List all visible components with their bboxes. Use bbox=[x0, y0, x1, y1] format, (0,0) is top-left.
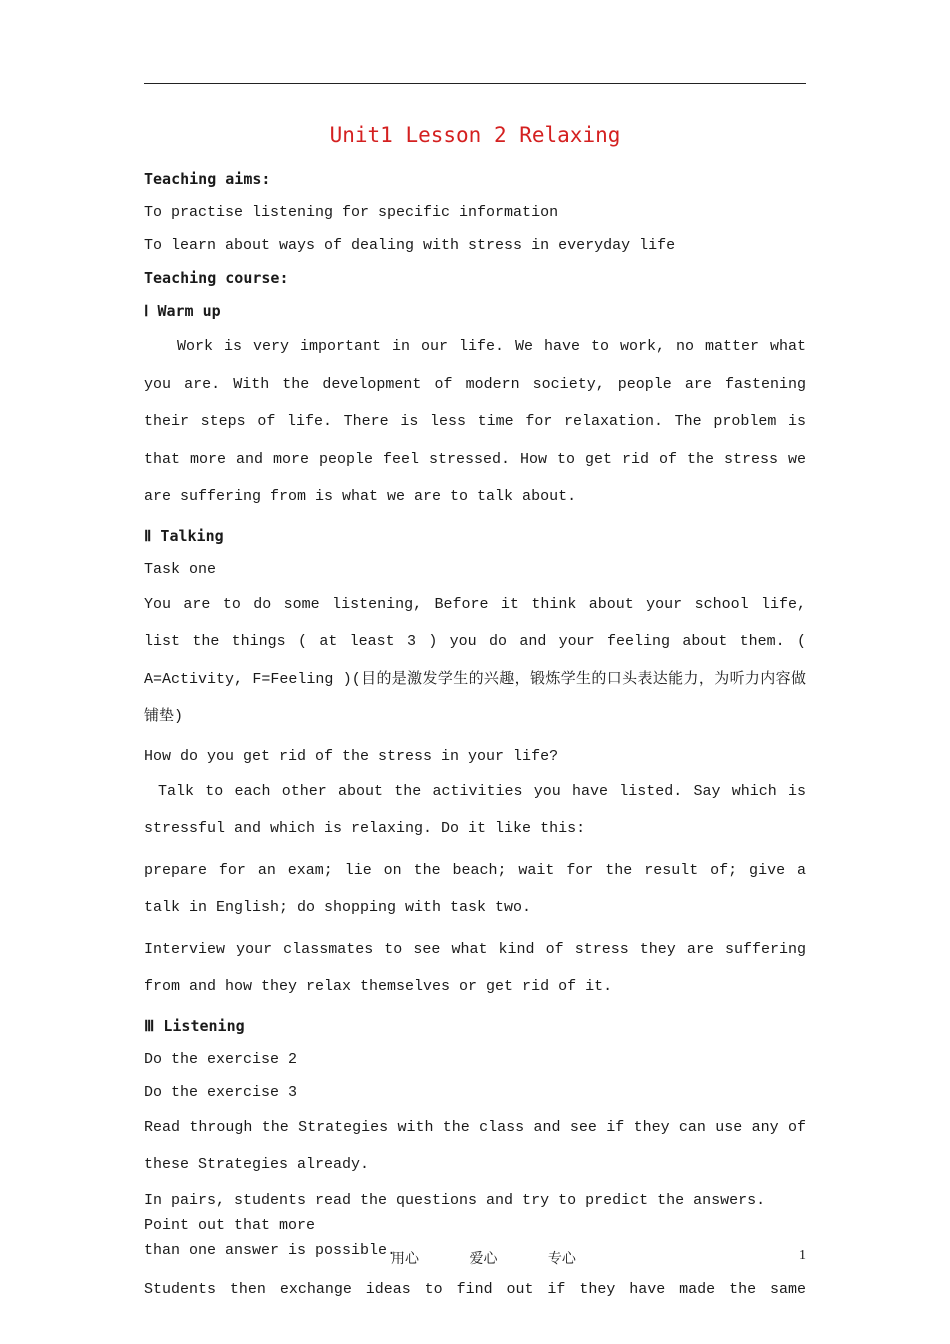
listening-paragraph-2-line-2: than one answer is possible. bbox=[144, 1241, 397, 1259]
header-rule bbox=[144, 83, 806, 84]
listening-paragraph-2-line-1: In pairs, students read the questions and try to predict the answers. Point out that more bbox=[144, 1191, 766, 1234]
listening-heading: Ⅲ Listening bbox=[144, 1016, 245, 1035]
talking-heading: Ⅱ Talking bbox=[144, 526, 224, 545]
exercise-2-line: Do the exercise 2 bbox=[144, 1050, 298, 1068]
talking-paragraph-3: prepare for an exam; lie on the beach; wait for the result of; give a talk in English; do shopping with task two. bbox=[144, 861, 806, 916]
footer-motto bbox=[391, 1248, 602, 1268]
aim-item: To practise listening for specific information bbox=[144, 204, 559, 221]
talking-paragraph-4: Interview your classmates to see what kind of stress they are suffering from and how they relax themselves or get rid of it. bbox=[144, 940, 806, 995]
warmup-paragraph: Work is very important in our life. We have to work, no matter what you are. With the development of modern society, people are fastening their steps of life. There is less time for relaxation. The problem is that more and more people feel stressed. How to get rid of the stress we are suffering from is what we are to talk about. bbox=[144, 338, 806, 505]
aim-item: To learn about ways of dealing with stress in everyday life bbox=[144, 237, 676, 254]
task-one-label: Task one bbox=[144, 560, 217, 578]
footer-motto-word: 专心 bbox=[547, 1251, 576, 1267]
talking-paragraph-1: You are to do some listening, Before it think about your school life, list the things ( at least 3 ) you do and your feeling about them. ( A=Activity, F=Feeling )(目的是激发学生的兴趣，锻炼学生的口头表达能力，为听力内容做铺垫) bbox=[144, 595, 806, 725]
warmup-heading: Ⅰ Warm up bbox=[144, 302, 221, 320]
page-number: 1 bbox=[799, 1248, 806, 1263]
listening-paragraph-3: Students then exchange ideas to find out if they have made the same bbox=[144, 1280, 806, 1298]
aims-heading: Teaching aims: bbox=[144, 170, 271, 188]
footer-motto-word: 用心 bbox=[391, 1251, 419, 1267]
page-title: Unit1 Lesson 2 Relaxing bbox=[329, 123, 621, 147]
talking-paragraph-2: Talk to each other about the activities you have listed. Say which is stressful and which is relaxing. Do it like this: bbox=[144, 782, 806, 837]
talking-question: How do you get rid of the stress in your life? bbox=[144, 747, 559, 765]
footer-motto-word: 爱心 bbox=[469, 1251, 498, 1267]
listening-paragraph-1: Read through the Strategies with the class and see if they can use any of these Strategies already. bbox=[144, 1118, 806, 1173]
document-body bbox=[144, 123, 806, 1304]
course-heading: Teaching course: bbox=[144, 269, 289, 287]
exercise-3-line: Do the exercise 3 bbox=[144, 1083, 298, 1101]
